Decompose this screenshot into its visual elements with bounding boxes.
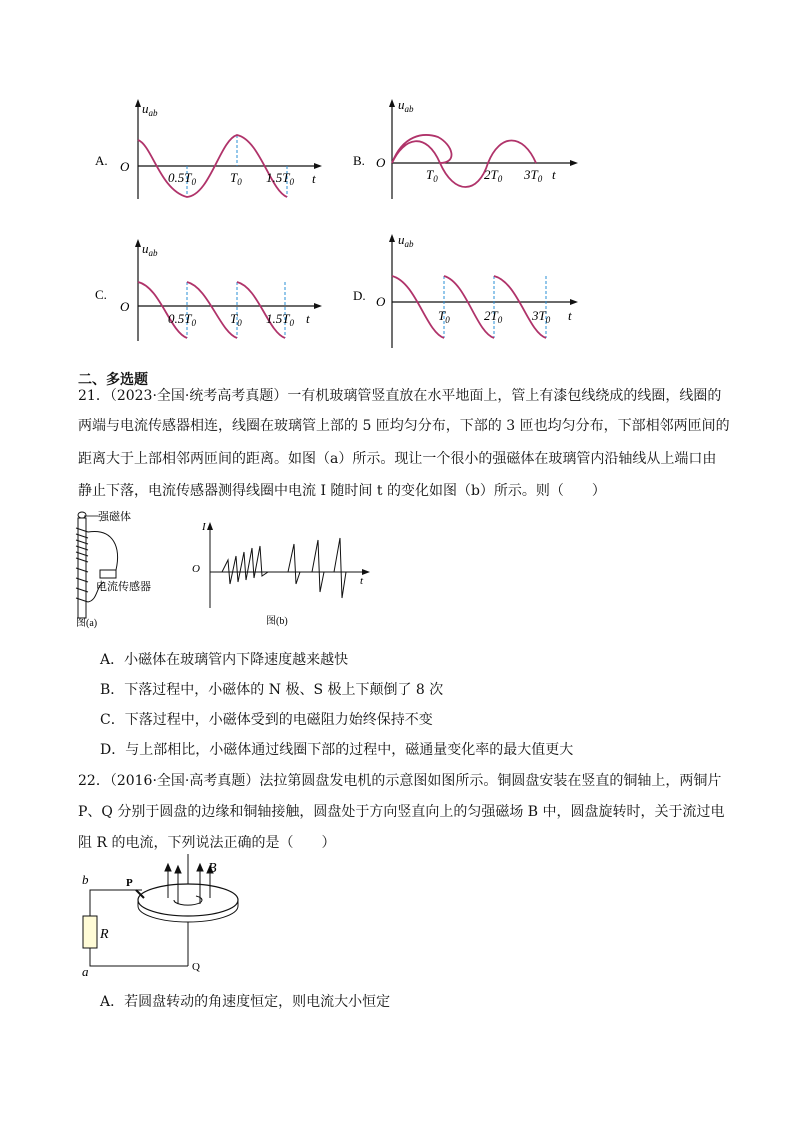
origin-label: O (120, 159, 130, 174)
x-axis-arrow (570, 299, 578, 305)
tick-label: $T_0$ (230, 170, 242, 187)
coil-lead (88, 531, 118, 570)
strong-magnet (78, 512, 86, 518)
figure-a-caption: 图(a) (76, 618, 98, 629)
q22-text-line: 阻 R 的电流，下列说法正确的是（ ） (78, 835, 336, 851)
resistor-label: R (100, 927, 109, 942)
q21-option-b[interactable]: B．下落过程中，小磁体的 N 极、S 极上下颠倒了 8 次 (100, 682, 444, 698)
tick-label: $0.5T_0$ (168, 311, 196, 328)
q21-option-c[interactable]: C．下落过程中，小磁体受到的电磁阻力始终保持不变 (100, 712, 433, 728)
y-axis-arrow (207, 522, 213, 530)
x-axis-arrow (362, 569, 370, 575)
origin-label: O (192, 563, 200, 575)
q21-text-line: 21．（2023·全国·统考高考真题）一有机玻璃管竖直放在水平地面上，管上有漆包线绕成的线圈，线圈的 (78, 388, 722, 404)
point-a-label: a (82, 964, 89, 979)
x-axis-arrow (314, 303, 322, 309)
t-label: t (360, 575, 364, 587)
tick-label: $T_0$ (438, 308, 450, 325)
brush-p-label: P (126, 877, 133, 889)
y-axis-label: I (202, 521, 206, 533)
y-axis-arrow (389, 234, 395, 242)
graph-option-b (348, 95, 588, 207)
y-axis-arrow (135, 99, 141, 107)
sensor-label: 电流传感器 (96, 581, 151, 593)
graph-option-c (90, 237, 330, 349)
tick-label: $2T_0$ (484, 308, 503, 325)
y-axis-arrow (135, 239, 141, 247)
q21-text-line: 两端与电流传感器相连，线圈在玻璃管上部的 5 匝均匀分布，下部的 3 匝也均匀分布，下部相邻两匝间的 (78, 418, 730, 434)
graph-option-d (348, 230, 588, 350)
graph-option-a (90, 95, 330, 207)
figure-b-current-graph (188, 520, 378, 632)
y-axis-label: $u_{ab}$ (142, 101, 158, 118)
field-b-label: B (208, 861, 217, 876)
voltage-curve (138, 282, 285, 338)
option-label-c: C. (95, 287, 107, 302)
tick-label: $2T_0$ (484, 167, 503, 184)
option-label-b: B. (353, 153, 365, 168)
t-label: t (312, 171, 316, 186)
figure-a-tube-coil (66, 508, 176, 630)
q21-text-line: 静止下落，电流传感器测得线圈中电流 I 随时间 t 的变化如图（b）所示。则（ ） (78, 483, 606, 499)
resistor-r (83, 916, 97, 948)
brush-q-label: Q (192, 961, 200, 973)
q22-text-line: 22．（2016·全国·高考真题）法拉第圆盘发电机的示意图如图所示。铜圆盘安装在竖直的铜轴上，两铜片 (78, 773, 722, 789)
option-label-a: A. (95, 153, 108, 168)
t-label: t (552, 167, 556, 182)
t-label: t (568, 308, 572, 323)
origin-label: O (376, 155, 386, 170)
y-axis-label: $u_{ab}$ (142, 241, 158, 258)
point-b-label: b (82, 872, 89, 887)
origin-label: O (120, 299, 130, 314)
x-axis-arrow (570, 160, 578, 166)
tick-label: $T_0$ (230, 311, 242, 328)
voltage-curve (392, 135, 536, 187)
q22-text-line: P、Q 分别于圆盘的边缘和铜轴接触，圆盘处于方向竖直向上的匀强磁场 B 中，圆盘旋转时，关于流过电 (78, 804, 725, 820)
x-axis-arrow (314, 163, 322, 169)
faraday-disc-figure (70, 848, 290, 980)
tick-label: $0.5T_0$ (168, 170, 196, 187)
current-sensor-box (100, 570, 116, 578)
q21-text-line: 距离大于上部相邻两匝间的距离。如图（a）所示。现让一个很小的强磁体在玻璃管内沿轴线从上端口由 (78, 451, 717, 467)
q21-option-d[interactable]: D．与上部相比，小磁体通过线圈下部的过程中，磁通量变化率的最大值更大 (100, 742, 574, 758)
voltage-curve (392, 276, 546, 338)
magnet-label: 强磁体 (98, 511, 131, 523)
tick-label: $3T_0$ (524, 167, 543, 184)
t-label: t (306, 311, 310, 326)
y-axis-arrow (389, 99, 395, 107)
y-axis-label: $u_{ab}$ (398, 97, 414, 114)
tick-label: $1.5T_0$ (266, 170, 294, 187)
origin-label: O (376, 294, 386, 309)
tick-label: $1.5T_0$ (266, 311, 294, 328)
section-title: 二、多选题 (78, 372, 148, 388)
figure-b-caption: 图(b) (266, 616, 288, 627)
y-axis-label: $u_{ab}$ (398, 232, 414, 249)
glass-tube (78, 518, 86, 618)
copper-disc (138, 884, 238, 916)
option-label-d: D. (353, 288, 366, 303)
tick-label: $T_0$ (426, 167, 438, 184)
q22-option-a[interactable]: A．若圆盘转动的角速度恒定，则电流大小恒定 (100, 994, 391, 1010)
tick-label: $3T_0$ (532, 308, 551, 325)
q21-option-a[interactable]: A．小磁体在玻璃管内下降速度越来越快 (100, 652, 349, 668)
current-pulses (210, 538, 356, 598)
